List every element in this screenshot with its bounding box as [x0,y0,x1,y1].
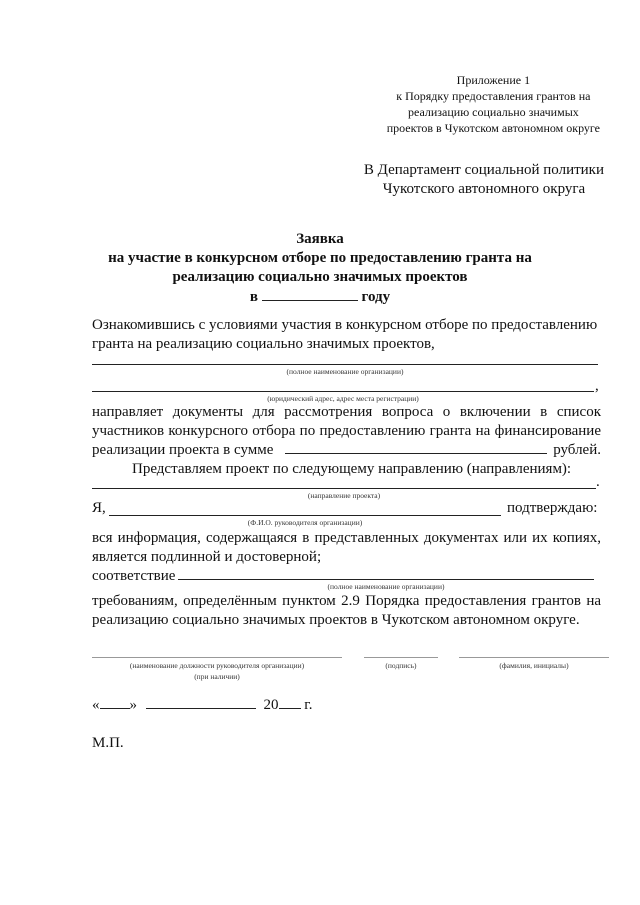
date-line [92,696,312,714]
form-title [0,230,640,307]
org-name-caption: (полное наименование организации) [286,367,404,376]
body-line-3 [92,441,601,460]
title-line-2: на участие в конкурсном отборе по предоставлению гранта на [108,250,532,266]
direction-caption: (направление проекта) [307,491,381,500]
address-field[interactable] [92,391,594,392]
intro-paragraph [92,316,601,354]
year-digits-field[interactable] [279,696,301,709]
position-caption-line-2: (при наличии) [194,672,240,681]
compliance-org-caption: (полное наименование организации) [327,582,445,591]
compliance-label: соответствие [92,568,176,584]
body-line-2: участников конкурсного отбора по предоставлению гранта на финансирование [92,423,601,439]
recipient-line-1: В Департамент социальной политики [363,162,604,178]
body-paragraph [92,403,601,479]
direction-period: . [596,474,600,490]
confirm-prefix: Я, [92,500,106,516]
address-caption: (юридический адрес, адрес места регистрации) [267,394,419,403]
date-close-quote: » [129,697,137,713]
amount-suffix: рублей. [553,442,601,458]
surname-caption: (фамилия, инициалы) [499,661,569,670]
stamp-label: М.П. [92,735,124,751]
body-line-4: Представляем проект по следующему направлению (направлениям): [132,461,572,477]
position-caption-line-1: (наименование должности руководителя организации) [129,661,305,670]
date-year-suffix: г. [304,697,313,713]
title-year-suffix: году [361,289,391,305]
confirm-suffix: подтверждаю: [507,500,598,516]
director-field[interactable] [109,515,501,516]
title-line-3: реализацию социально значимых проектов [172,269,468,285]
confirm-line-2: является подлинной и достоверной; [92,549,322,565]
year-field[interactable] [262,287,358,301]
position-caption [92,660,342,682]
appendix-header [387,72,600,136]
body-line-1: направляет документы для рассмотрения вопроса о включении в список [92,404,601,420]
recipient-block [364,161,604,199]
intro-line-2: гранта на реализацию социально значимых проектов, [92,336,435,352]
requirements-paragraph [92,592,601,630]
confirm-paragraph [92,529,601,586]
amount-field[interactable] [285,441,547,454]
date-open-quote: « [92,697,100,713]
month-field[interactable] [146,696,256,709]
amount-prefix: реализации проекта в сумме [92,442,274,458]
appendix-line-2: к Порядку предоставления грантов на [396,89,591,103]
confirm-line-1: вся информация, содержащаяся в представленных документах или их копиях, [92,530,601,546]
appendix-line-4: проектов в Чукотском автономном округе [386,121,600,135]
appendix-line-3: реализацию социально значимых [407,105,579,119]
surname-field[interactable] [459,657,609,658]
intro-line-1: Ознакомившись с условиями участия в конкурсном отборе по предоставлению [92,317,598,333]
compliance-org-field[interactable] [178,579,594,580]
requirements-line-1: требованиям, определённым пунктом 2.9 Порядка предоставления грантов на [92,593,601,609]
position-field[interactable] [92,657,342,658]
title-year-line [0,287,640,307]
recipient-line-2: Чукотского автономного округа [382,181,586,197]
day-field[interactable] [100,696,130,709]
signature-caption: (подпись) [385,661,417,670]
requirements-line-2: реализацию социально значимых проектов в Чукотском автономном округе. [92,612,580,628]
title-year-prefix: в [249,289,258,305]
org-name-field[interactable] [92,364,598,365]
date-year-prefix: 20 [263,697,279,713]
title-line-1: Заявка [296,231,344,247]
direction-field[interactable] [92,488,596,489]
address-comma: , [595,378,599,394]
director-caption: (Ф.И.О. руководителя организации) [247,518,363,527]
appendix-line-1: Приложение 1 [456,73,531,87]
signature-field[interactable] [364,657,438,658]
